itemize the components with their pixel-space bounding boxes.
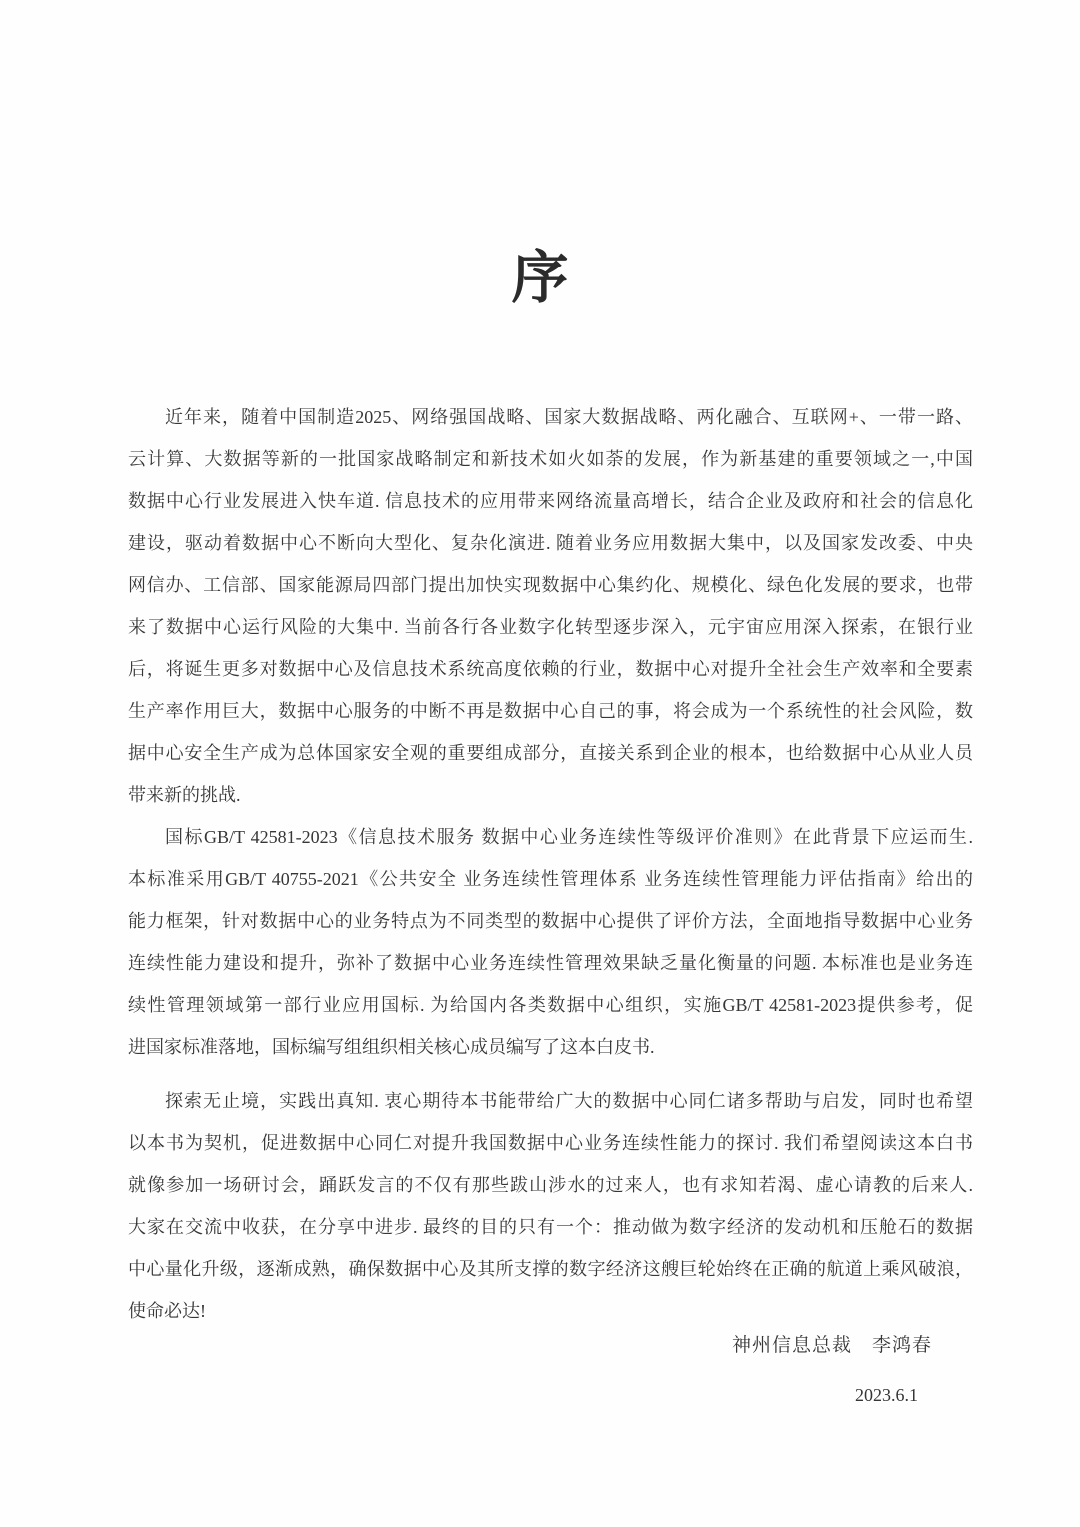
text-line: 大家在交流中收获，在分享中进步. 最终的目的只有一个：推动做为数字经济的发动机和压舱石的数据: [128, 1217, 973, 1237]
text-line: 续性管理领域第一部行业应用国标. 为给国内各类数据中心组织，实施GB/T 42581-2023提供参考，促: [128, 995, 973, 1015]
text-line: 就像参加一场研讨会，踊跃发言的不仅有那些跋山涉水的过来人，也有求知若渴、虚心请教的后来人.: [128, 1175, 973, 1195]
text-line: 探索无止境，实践出真知. 衷心期待本书能带给广大的数据中心同仁诸多帮助与启发，同时也希望: [165, 1091, 973, 1111]
signature-date: 2023.6.1: [855, 1385, 918, 1405]
text-line: 数据中心行业发展进入快车道. 信息技术的应用带来网络流量高增长，结合企业及政府和社会的信息化: [128, 491, 973, 511]
text-line: 本标准采用GB/T 40755-2021《公共安全 业务连续性管理体系 业务连续性管理能力评估指南》给出的: [128, 869, 973, 889]
text-line: 以本书为契机，促进数据中心同仁对提升我国数据中心业务连续性能力的探讨. 我们希望阅读这本白书: [128, 1133, 973, 1153]
page-title: 序: [511, 247, 569, 310]
text-line: 据中心安全生产成为总体国家安全观的重要组成部分，直接关系到企业的根本，也给数据中心从业人员: [128, 743, 973, 763]
text-line: 来了数据中心运行风险的大集中. 当前各行各业数字化转型逐步深入，元宇宙应用深入探索，在银行业: [128, 617, 973, 637]
text-line: 连续性能力建设和提升，弥补了数据中心业务连续性管理效果缺乏量化衡量的问题. 本标准也是业务连: [128, 953, 973, 973]
paragraph: [128, 1080, 973, 1332]
text-line: 云计算、大数据等新的一批国家战略制定和新技术如火如荼的发展，作为新基建的重要领域之一,中国: [128, 449, 973, 469]
text-line: 国标GB/T 42581-2023《信息技术服务 数据中心业务连续性等级评价准则》在此背景下应运而生.: [165, 827, 973, 847]
text-line: 生产率作用巨大，数据中心服务的中断不再是数据中心自己的事，将会成为一个系统性的社会风险，数: [128, 701, 973, 721]
signature-name: 神州信息总裁 李鸿春: [731, 1335, 932, 1356]
text-line: 网信办、工信部、国家能源局四部门提出加快实现数据中心集约化、规模化、绿色化发展的要求，也带: [128, 575, 973, 595]
text-line: 中心量化升级，逐渐成熟，确保数据中心及其所支撑的数字经济这艘巨轮始终在正确的航道上乘风破浪，: [128, 1259, 973, 1279]
paragraph: [128, 816, 973, 1068]
text-line: 带来新的挑战.: [128, 785, 241, 805]
text-line: 后，将诞生更多对数据中心及信息技术系统高度依赖的行业，数据中心对提升全社会生产效率和全要素: [128, 659, 973, 679]
signature-block: [732, 1330, 932, 1411]
text-line: 建设，驱动着数据中心不断向大型化、复杂化演进. 随着业务应用数据大集中，以及国家发改委、中央: [128, 533, 973, 553]
paragraph: [128, 396, 973, 816]
text-line: 进国家标准落地，国标编写组组织相关核心成员编写了这本白皮书.: [128, 1037, 655, 1057]
text-line: 近年来，随着中国制造2025、网络强国战略、国家大数据战略、两化融合、互联网+、一带一路、: [165, 407, 973, 427]
preface-body: [128, 396, 973, 1332]
text-line: 能力框架，针对数据中心的业务特点为不同类型的数据中心提供了评价方法，全面地指导数据中心业务: [128, 911, 973, 931]
text-line: 使命必达!: [128, 1301, 206, 1321]
